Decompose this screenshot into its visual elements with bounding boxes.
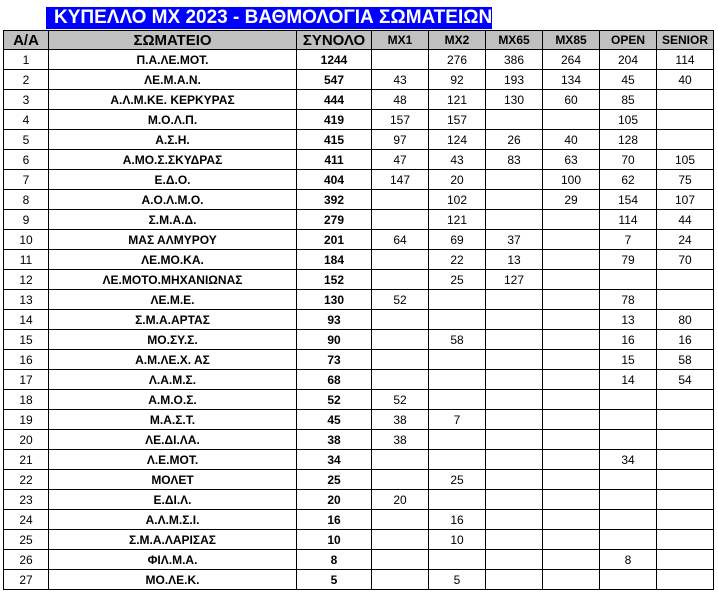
cell-open[interactable]: 105	[600, 110, 657, 130]
header-mx2[interactable]: MX2	[429, 31, 486, 50]
cell-senior[interactable]	[657, 510, 714, 530]
cell-senior[interactable]: 75	[657, 170, 714, 190]
cell-mx85[interactable]	[543, 370, 600, 390]
cell-mx2[interactable]	[429, 350, 486, 370]
cell-open[interactable]: 78	[600, 290, 657, 310]
cell-club[interactable]: ΜΑΣ ΑΛΜΥΡΟΥ	[49, 230, 297, 250]
cell-position[interactable]: 9	[4, 210, 49, 230]
cell-mx65[interactable]	[486, 370, 543, 390]
header-row	[4, 31, 714, 50]
cell-position[interactable]: 15	[4, 330, 49, 350]
table-row	[4, 410, 714, 430]
cell-total[interactable]: 34	[297, 450, 372, 470]
table-row	[4, 470, 714, 490]
cell-mx2[interactable]: 157	[429, 110, 486, 130]
table-row	[4, 570, 714, 590]
cell-mx65[interactable]	[486, 210, 543, 230]
cell-mx2[interactable]: 121	[429, 210, 486, 230]
cell-mx1[interactable]: 147	[372, 170, 429, 190]
cell-mx1[interactable]: 52	[372, 290, 429, 310]
cell-position[interactable]: 13	[4, 290, 49, 310]
header-senior[interactable]: SENIOR	[657, 31, 714, 50]
cell-mx65[interactable]	[486, 410, 543, 430]
header-mx65[interactable]: MX65	[486, 31, 543, 50]
cell-mx65[interactable]: 26	[486, 130, 543, 150]
cell-total[interactable]: 184	[297, 250, 372, 270]
cell-total[interactable]: 411	[297, 150, 372, 170]
cell-mx1[interactable]	[372, 330, 429, 350]
cell-open[interactable]: 154	[600, 190, 657, 210]
cell-total[interactable]: 1244	[297, 50, 372, 70]
cell-senior[interactable]	[657, 470, 714, 490]
cell-mx2[interactable]: 25	[429, 470, 486, 490]
cell-mx1[interactable]	[372, 270, 429, 290]
table-row	[4, 50, 714, 70]
cell-open[interactable]: 204	[600, 50, 657, 70]
cell-open[interactable]: 45	[600, 70, 657, 90]
standings-table	[3, 30, 714, 590]
cell-position[interactable]: 21	[4, 450, 49, 470]
cell-position[interactable]: 12	[4, 270, 49, 290]
cell-total[interactable]: 392	[297, 190, 372, 210]
cell-senior[interactable]	[657, 570, 714, 590]
cell-senior[interactable]	[657, 450, 714, 470]
cell-total[interactable]: 73	[297, 350, 372, 370]
cell-open[interactable]: 128	[600, 130, 657, 150]
cell-club[interactable]: ΛΕ.ΜΟ.ΚΑ.	[49, 250, 297, 270]
cell-mx2[interactable]: 102	[429, 190, 486, 210]
cell-club[interactable]: Α.Μ.ΛΕ.Χ. ΑΣ	[49, 350, 297, 370]
cell-mx65[interactable]: 37	[486, 230, 543, 250]
cell-mx1[interactable]	[372, 210, 429, 230]
cell-mx1[interactable]: 38	[372, 430, 429, 450]
cell-open[interactable]: 14	[600, 370, 657, 390]
cell-mx2[interactable]: 5	[429, 570, 486, 590]
cell-club[interactable]: ΜΟ.ΛΕ.Κ.	[49, 570, 297, 590]
table-row	[4, 110, 714, 130]
table-row	[4, 230, 714, 250]
cell-mx65[interactable]: 13	[486, 250, 543, 270]
cell-total[interactable]: 152	[297, 270, 372, 290]
cell-club[interactable]: Σ.Μ.Α.ΑΡΤΑΣ	[49, 310, 297, 330]
standings-body	[4, 50, 714, 590]
cell-total[interactable]: 279	[297, 210, 372, 230]
cell-mx2[interactable]	[429, 430, 486, 450]
cell-mx85[interactable]	[543, 490, 600, 510]
cell-senior[interactable]	[657, 430, 714, 450]
cell-club[interactable]: ΛΕ.ΔΙ.ΛΑ.	[49, 430, 297, 450]
cell-open[interactable]	[600, 510, 657, 530]
cell-mx65[interactable]	[486, 110, 543, 130]
cell-mx65[interactable]	[486, 530, 543, 550]
cell-senior[interactable]: 24	[657, 230, 714, 250]
cell-mx65[interactable]	[486, 490, 543, 510]
cell-mx1[interactable]: 97	[372, 130, 429, 150]
cell-mx2[interactable]	[429, 450, 486, 470]
cell-position[interactable]: 22	[4, 470, 49, 490]
cell-open[interactable]	[600, 490, 657, 510]
cell-senior[interactable]: 107	[657, 190, 714, 210]
cell-mx2[interactable]: 22	[429, 250, 486, 270]
cell-position[interactable]: 11	[4, 250, 49, 270]
cell-mx85[interactable]	[543, 430, 600, 450]
cell-club[interactable]: Σ.Μ.Α.ΛΑΡΙΣΑΣ	[49, 530, 297, 550]
cell-senior[interactable]	[657, 490, 714, 510]
cell-mx2[interactable]: 7	[429, 410, 486, 430]
header-mx1[interactable]: MX1	[372, 31, 429, 50]
cell-mx85[interactable]	[543, 230, 600, 250]
header-open[interactable]: OPEN	[600, 31, 657, 50]
sheet-title: ΚΥΠΕΛΛΟ ΜΧ 2023 - ΒΑΘΜΟΛΟΓΙΑ ΣΩΜΑΤΕΙΩΝ	[46, 7, 492, 29]
cell-mx85[interactable]: 60	[543, 90, 600, 110]
cell-mx85[interactable]	[543, 290, 600, 310]
cell-mx65[interactable]	[486, 570, 543, 590]
cell-club[interactable]: Μ.Ο.Λ.Π.	[49, 110, 297, 130]
cell-open[interactable]: 70	[600, 150, 657, 170]
cell-mx1[interactable]	[372, 450, 429, 470]
cell-mx2[interactable]: 69	[429, 230, 486, 250]
cell-position[interactable]: 24	[4, 510, 49, 530]
cell-mx65[interactable]	[486, 430, 543, 450]
cell-mx65[interactable]	[486, 350, 543, 370]
cell-total[interactable]: 444	[297, 90, 372, 110]
cell-position[interactable]: 26	[4, 550, 49, 570]
cell-position[interactable]: 16	[4, 350, 49, 370]
cell-senior[interactable]: 70	[657, 250, 714, 270]
table-row	[4, 90, 714, 110]
cell-mx85[interactable]	[543, 110, 600, 130]
cell-total[interactable]: 38	[297, 430, 372, 450]
cell-mx65[interactable]	[486, 190, 543, 210]
cell-club[interactable]: ΛΕ.Μ.Α.Ν.	[49, 70, 297, 90]
table-row	[4, 130, 714, 150]
cell-senior[interactable]	[657, 270, 714, 290]
cell-mx2[interactable]	[429, 290, 486, 310]
cell-total[interactable]: 5	[297, 570, 372, 590]
cell-mx85[interactable]	[543, 410, 600, 430]
cell-mx85[interactable]	[543, 570, 600, 590]
cell-mx85[interactable]	[543, 530, 600, 550]
cell-mx1[interactable]	[372, 550, 429, 570]
cell-position[interactable]: 7	[4, 170, 49, 190]
cell-club[interactable]: Α.Λ.Μ.ΚΕ. ΚΕΡΚΥΡΑΣ	[49, 90, 297, 110]
cell-mx2[interactable]: 58	[429, 330, 486, 350]
table-row	[4, 210, 714, 230]
cell-mx1[interactable]	[372, 190, 429, 210]
cell-open[interactable]: 114	[600, 210, 657, 230]
cell-mx65[interactable]	[486, 550, 543, 570]
cell-mx2[interactable]: 124	[429, 130, 486, 150]
cell-club[interactable]: ΦΙΛ.Μ.Α.	[49, 550, 297, 570]
cell-mx85[interactable]	[543, 350, 600, 370]
cell-mx85[interactable]	[543, 390, 600, 410]
cell-senior[interactable]	[657, 130, 714, 150]
cell-mx85[interactable]: 40	[543, 130, 600, 150]
cell-open[interactable]	[600, 470, 657, 490]
cell-total[interactable]: 547	[297, 70, 372, 90]
cell-club[interactable]: ΜΟΛΕΤ	[49, 470, 297, 490]
cell-mx65[interactable]	[486, 290, 543, 310]
cell-total[interactable]: 90	[297, 330, 372, 350]
cell-mx2[interactable]: 276	[429, 50, 486, 70]
cell-mx2[interactable]: 43	[429, 150, 486, 170]
cell-mx1[interactable]: 48	[372, 90, 429, 110]
cell-senior[interactable]: 58	[657, 350, 714, 370]
cell-mx1[interactable]	[372, 470, 429, 490]
cell-club[interactable]: Λ.Α.Μ.Σ.	[49, 370, 297, 390]
cell-senior[interactable]	[657, 110, 714, 130]
table-row	[4, 290, 714, 310]
cell-mx65[interactable]	[486, 390, 543, 410]
table-row	[4, 70, 714, 90]
cell-senior[interactable]: 40	[657, 70, 714, 90]
cell-open[interactable]	[600, 430, 657, 450]
table-row	[4, 170, 714, 190]
cell-open[interactable]: 8	[600, 550, 657, 570]
cell-club[interactable]: Μ.Α.Σ.Τ.	[49, 410, 297, 430]
cell-senior[interactable]	[657, 550, 714, 570]
cell-club[interactable]: Α.Σ.Η.	[49, 130, 297, 150]
cell-open[interactable]: 16	[600, 330, 657, 350]
cell-club[interactable]: Α.ΜΟ.Σ.ΣΚΥΔΡΑΣ	[49, 150, 297, 170]
cell-senior[interactable]	[657, 410, 714, 430]
cell-position[interactable]: 27	[4, 570, 49, 590]
cell-mx1[interactable]: 64	[372, 230, 429, 250]
cell-open[interactable]	[600, 530, 657, 550]
cell-mx65[interactable]: 127	[486, 270, 543, 290]
cell-mx65[interactable]	[486, 310, 543, 330]
cell-total[interactable]: 68	[297, 370, 372, 390]
cell-mx85[interactable]: 100	[543, 170, 600, 190]
cell-mx2[interactable]	[429, 390, 486, 410]
cell-mx1[interactable]	[372, 310, 429, 330]
cell-open[interactable]	[600, 270, 657, 290]
cell-mx65[interactable]	[486, 510, 543, 530]
cell-total[interactable]: 404	[297, 170, 372, 190]
cell-total[interactable]: 10	[297, 530, 372, 550]
cell-position[interactable]: 20	[4, 430, 49, 450]
cell-open[interactable]: 15	[600, 350, 657, 370]
header-pos[interactable]: Α/Α	[4, 31, 49, 50]
cell-mx1[interactable]	[372, 250, 429, 270]
table-row	[4, 510, 714, 530]
cell-club[interactable]: ΛΕ.Μ.Ε.	[49, 290, 297, 310]
header-mx85[interactable]: MX85	[543, 31, 600, 50]
cell-position[interactable]: 25	[4, 530, 49, 550]
cell-senior[interactable]	[657, 90, 714, 110]
header-club[interactable]: ΣΩΜΑΤΕΙΟ	[49, 31, 297, 50]
cell-club[interactable]: Α.Ο.Λ.Μ.Ο.	[49, 190, 297, 210]
cell-mx1[interactable]	[372, 570, 429, 590]
cell-club[interactable]: Π.Α.ΛΕ.ΜΟΤ.	[49, 50, 297, 70]
cell-mx1[interactable]	[372, 350, 429, 370]
cell-mx2[interactable]	[429, 550, 486, 570]
cell-mx85[interactable]	[543, 510, 600, 530]
cell-mx65[interactable]: 83	[486, 150, 543, 170]
cell-mx85[interactable]	[543, 550, 600, 570]
cell-open[interactable]	[600, 410, 657, 430]
cell-mx1[interactable]: 157	[372, 110, 429, 130]
cell-total[interactable]: 45	[297, 410, 372, 430]
cell-position[interactable]: 5	[4, 130, 49, 150]
cell-total[interactable]: 25	[297, 470, 372, 490]
cell-mx85[interactable]: 134	[543, 70, 600, 90]
table-row	[4, 490, 714, 510]
table-row	[4, 430, 714, 450]
cell-mx2[interactable]: 121	[429, 90, 486, 110]
cell-club[interactable]: Ε.Δ.Ο.	[49, 170, 297, 190]
cell-total[interactable]: 8	[297, 550, 372, 570]
cell-open[interactable]: 79	[600, 250, 657, 270]
cell-mx2[interactable]	[429, 370, 486, 390]
cell-mx85[interactable]: 63	[543, 150, 600, 170]
cell-position[interactable]: 2	[4, 70, 49, 90]
cell-open[interactable]: 62	[600, 170, 657, 190]
cell-total[interactable]: 419	[297, 110, 372, 130]
cell-senior[interactable]: 80	[657, 310, 714, 330]
cell-mx2[interactable]	[429, 490, 486, 510]
cell-total[interactable]: 20	[297, 490, 372, 510]
cell-position[interactable]: 3	[4, 90, 49, 110]
cell-mx1[interactable]: 47	[372, 150, 429, 170]
cell-senior[interactable]: 114	[657, 50, 714, 70]
table-row	[4, 450, 714, 470]
cell-open[interactable]: 85	[600, 90, 657, 110]
cell-mx65[interactable]: 193	[486, 70, 543, 90]
cell-open[interactable]: 34	[600, 450, 657, 470]
cell-mx85[interactable]	[543, 450, 600, 470]
cell-mx1[interactable]	[372, 510, 429, 530]
cell-mx65[interactable]	[486, 170, 543, 190]
cell-mx85[interactable]	[543, 250, 600, 270]
cell-senior[interactable]: 54	[657, 370, 714, 390]
table-row	[4, 330, 714, 350]
cell-club[interactable]: Α.Μ.Ο.Σ.	[49, 390, 297, 410]
table-row	[4, 190, 714, 210]
cell-senior[interactable]	[657, 290, 714, 310]
cell-club[interactable]: Ε.ΔΙ.Λ.	[49, 490, 297, 510]
cell-mx65[interactable]	[486, 330, 543, 350]
cell-mx2[interactable]: 92	[429, 70, 486, 90]
cell-total[interactable]: 130	[297, 290, 372, 310]
cell-mx85[interactable]	[543, 470, 600, 490]
cell-total[interactable]: 201	[297, 230, 372, 250]
cell-mx85[interactable]	[543, 270, 600, 290]
cell-mx85[interactable]: 264	[543, 50, 600, 70]
cell-mx1[interactable]	[372, 50, 429, 70]
cell-position[interactable]: 19	[4, 410, 49, 430]
table-row	[4, 250, 714, 270]
cell-mx1[interactable]: 52	[372, 390, 429, 410]
cell-mx2[interactable]: 20	[429, 170, 486, 190]
cell-mx1[interactable]: 20	[372, 490, 429, 510]
cell-mx2[interactable]: 16	[429, 510, 486, 530]
cell-senior[interactable]: 16	[657, 330, 714, 350]
cell-mx65[interactable]	[486, 450, 543, 470]
cell-mx2[interactable]: 10	[429, 530, 486, 550]
table-row	[4, 270, 714, 290]
table-row	[4, 530, 714, 550]
table-row	[4, 150, 714, 170]
cell-open[interactable]	[600, 390, 657, 410]
cell-senior[interactable]	[657, 530, 714, 550]
cell-club[interactable]: Σ.Μ.Α.Δ.	[49, 210, 297, 230]
cell-senior[interactable]	[657, 390, 714, 410]
cell-senior[interactable]: 44	[657, 210, 714, 230]
cell-mx85[interactable]	[543, 330, 600, 350]
cell-position[interactable]: 6	[4, 150, 49, 170]
cell-club[interactable]: ΜΟ.ΣΥ.Σ.	[49, 330, 297, 350]
cell-mx65[interactable]: 386	[486, 50, 543, 70]
cell-position[interactable]: 4	[4, 110, 49, 130]
cell-mx1[interactable]: 38	[372, 410, 429, 430]
cell-mx85[interactable]	[543, 310, 600, 330]
cell-senior[interactable]: 105	[657, 150, 714, 170]
table-row	[4, 550, 714, 570]
cell-mx1[interactable]	[372, 370, 429, 390]
header-total[interactable]: ΣΥΝΟΛΟ	[297, 31, 372, 50]
cell-total[interactable]: 16	[297, 510, 372, 530]
cell-position[interactable]: 10	[4, 230, 49, 250]
cell-open[interactable]	[600, 570, 657, 590]
cell-club[interactable]: Λ.Ε.ΜΟΤ.	[49, 450, 297, 470]
cell-mx2[interactable]: 25	[429, 270, 486, 290]
cell-position[interactable]: 14	[4, 310, 49, 330]
cell-mx1[interactable]: 43	[372, 70, 429, 90]
cell-mx85[interactable]: 29	[543, 190, 600, 210]
cell-mx2[interactable]	[429, 310, 486, 330]
cell-position[interactable]: 1	[4, 50, 49, 70]
cell-position[interactable]: 17	[4, 370, 49, 390]
cell-open[interactable]: 13	[600, 310, 657, 330]
cell-club[interactable]: ΛΕ.ΜΟΤΟ.ΜΗΧΑΝΙΩΝΑΣ	[49, 270, 297, 290]
cell-position[interactable]: 23	[4, 490, 49, 510]
cell-position[interactable]: 18	[4, 390, 49, 410]
cell-total[interactable]: 415	[297, 130, 372, 150]
table-row	[4, 370, 714, 390]
table-row	[4, 390, 714, 410]
table-row	[4, 350, 714, 370]
cell-mx85[interactable]	[543, 210, 600, 230]
cell-open[interactable]: 7	[600, 230, 657, 250]
cell-position[interactable]: 8	[4, 190, 49, 210]
cell-total[interactable]: 93	[297, 310, 372, 330]
cell-mx65[interactable]	[486, 470, 543, 490]
cell-mx65[interactable]: 130	[486, 90, 543, 110]
cell-total[interactable]: 52	[297, 390, 372, 410]
cell-mx1[interactable]	[372, 530, 429, 550]
table-row	[4, 310, 714, 330]
cell-club[interactable]: Α.Λ.Μ.Σ.Ι.	[49, 510, 297, 530]
